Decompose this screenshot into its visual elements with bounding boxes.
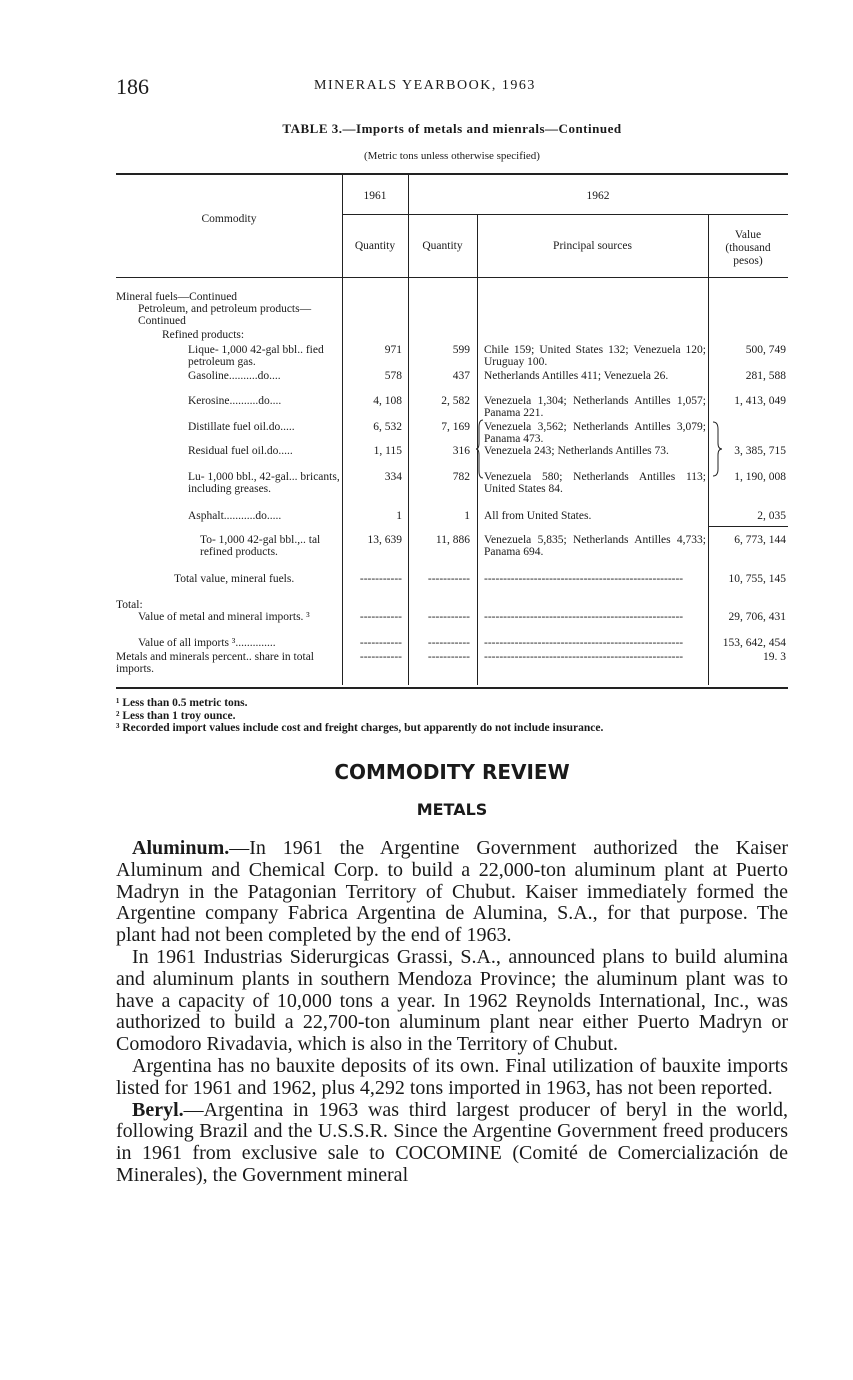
commodity-review-text — [116, 838, 788, 1187]
total-value-rule — [708, 526, 788, 527]
header-year-1962: 1962 — [586, 190, 610, 202]
paragraph: In 1961 Industrias Siderurgicas Grassi, S.A., announced plans to build alumina and aluminum plants in southern Mendoza Province; the aluminum plant was to have a capacity of 10,000 tons a year. In 1962 Reynolds International, Inc., was authorized to build a 22,700-ton aluminum plant near either Puerto Madryn or Comodoro Rivadavia, which is also in the Territory of Chubut. — [116, 945, 788, 1056]
column-divider — [708, 214, 709, 685]
footnote: ¹ Less than 0.5 metric tons. — [116, 697, 248, 709]
running-title: MINERALS YEARBOOK, 1963 — [314, 78, 536, 93]
subsection-title: METALS — [416, 800, 488, 819]
header-bottom-rule — [116, 277, 788, 278]
page-number: 186 — [116, 74, 149, 99]
header-quantity-1962: Quantity — [422, 240, 463, 252]
table-bottom-rule — [116, 687, 788, 689]
brace-left-icon — [476, 419, 484, 479]
paragraph-lead: Beryl. — [132, 1098, 184, 1121]
paragraph-lead: Aluminum. — [132, 837, 230, 859]
table-top-rule — [116, 173, 788, 175]
header-principal-sources: Principal sources — [553, 240, 632, 252]
section-title: COMMODITY REVIEW — [334, 760, 570, 784]
brace-right-icon — [712, 421, 722, 477]
paragraph: Argentina has no bauxite deposits of its own. Final utilization of bauxite imports listed for 1961 and 1962, plus 4,292 tons imported in 1963, has not been reported. — [116, 1054, 788, 1099]
header-quantity-1961: Quantity — [354, 240, 396, 252]
header-commodity: Commodity — [201, 213, 257, 225]
table-footnotes — [116, 697, 788, 735]
footnote: ³ Recorded import values include cost and freight charges, but apparently do not include insurance. — [116, 722, 604, 734]
header-value: Value (thousand pesos) — [725, 229, 771, 267]
table-title: TABLE 3.—Imports of metals and mienrals—Continued — [282, 121, 622, 136]
page-header — [116, 74, 788, 100]
paragraph: Aluminum.—In 1961 the Argentine Government authorized the Kaiser Aluminum and Chemical Corp. to build a 22,000-ton aluminum plant at Puerto Madryn in the Patagonian Territory of Chubut. Kaiser immediately formed the Argentine company Fabrica Argentina de Alumina, S.A., for that purpose. The plant had not been completed by the end of 1963. — [116, 837, 788, 947]
header-year-1961: 1961 — [363, 190, 387, 202]
paragraph: Beryl.—Argentina in 1963 was third largest producer of beryl in the world, following Brazil and the U.S.S.R. Since the Argentine Government freed producers in 1961 from exclusive sale to COCOMINE (Comité de Comercialización de Minerales), the Government mineral — [116, 1098, 788, 1186]
imports-table: Commodity 1961 1962 Quantity Quantity Principal sources Value (thousand pesos) Mineral fuels—Continued Petroleum, and petroleum products—Continued Refined products: Lique- 1,000 42-gal bbl.. fied petroleum gas. 971 599 Chile 159; United States 132; Venezuela 120; Uruguay 100. 500, 749 Gasoline..........do.... 578 437 Netherlands Antilles 411; Venezuela 26. 281, 588 Kerosine..........do.... 4, 108 2, 582 Venezuela 1,304; Netherlands Antilles 1,057; Panama 221. 1, 413, 049 Distillate fuel oil.do..... 6, 532 7, 169 Venezuela 3,562; Netherlands Antilles 3,079; Panama 473. Residual fuel oil.do..... 1, 115 316 Venezuela 243; Netherlands Antilles 73. 3, 385, 715 Lu- 1,000 bbl., 42-gal... bricants, including greases. 334 782 Venezuela 580; Netherlands Antilles 113; United States 84. 1, 190, 008 Asphalt...........do..... 1 1 All from United States. 2, 035 To- 1,000 42-gal bbl.,.. tal refined products. 13, 639 11, 886 Venezuela 5,835; Netherlands Antilles 4,733; Panama 694. 6, 773, 144 Total value, mineral fuels. ----------- ----------- ---------------------------------------------------- 10, 755, 145 Total: Value of metal and mineral imports. ³ ----------- ----------- ---------------------------------------------------- 29, 706, 431 Value of all imports ³.............. ----------- ----------- ---------------------------------------------------- 153, 642, 454 Metals and minerals percent.. share in total imports. ----------- ----------- ---------------------------------------------------- 19. 3 — [116, 173, 788, 690]
footnote: ² Less than 1 troy ounce. — [116, 709, 236, 722]
table-subtitle: (Metric tons unless otherwise specified) — [364, 150, 540, 162]
